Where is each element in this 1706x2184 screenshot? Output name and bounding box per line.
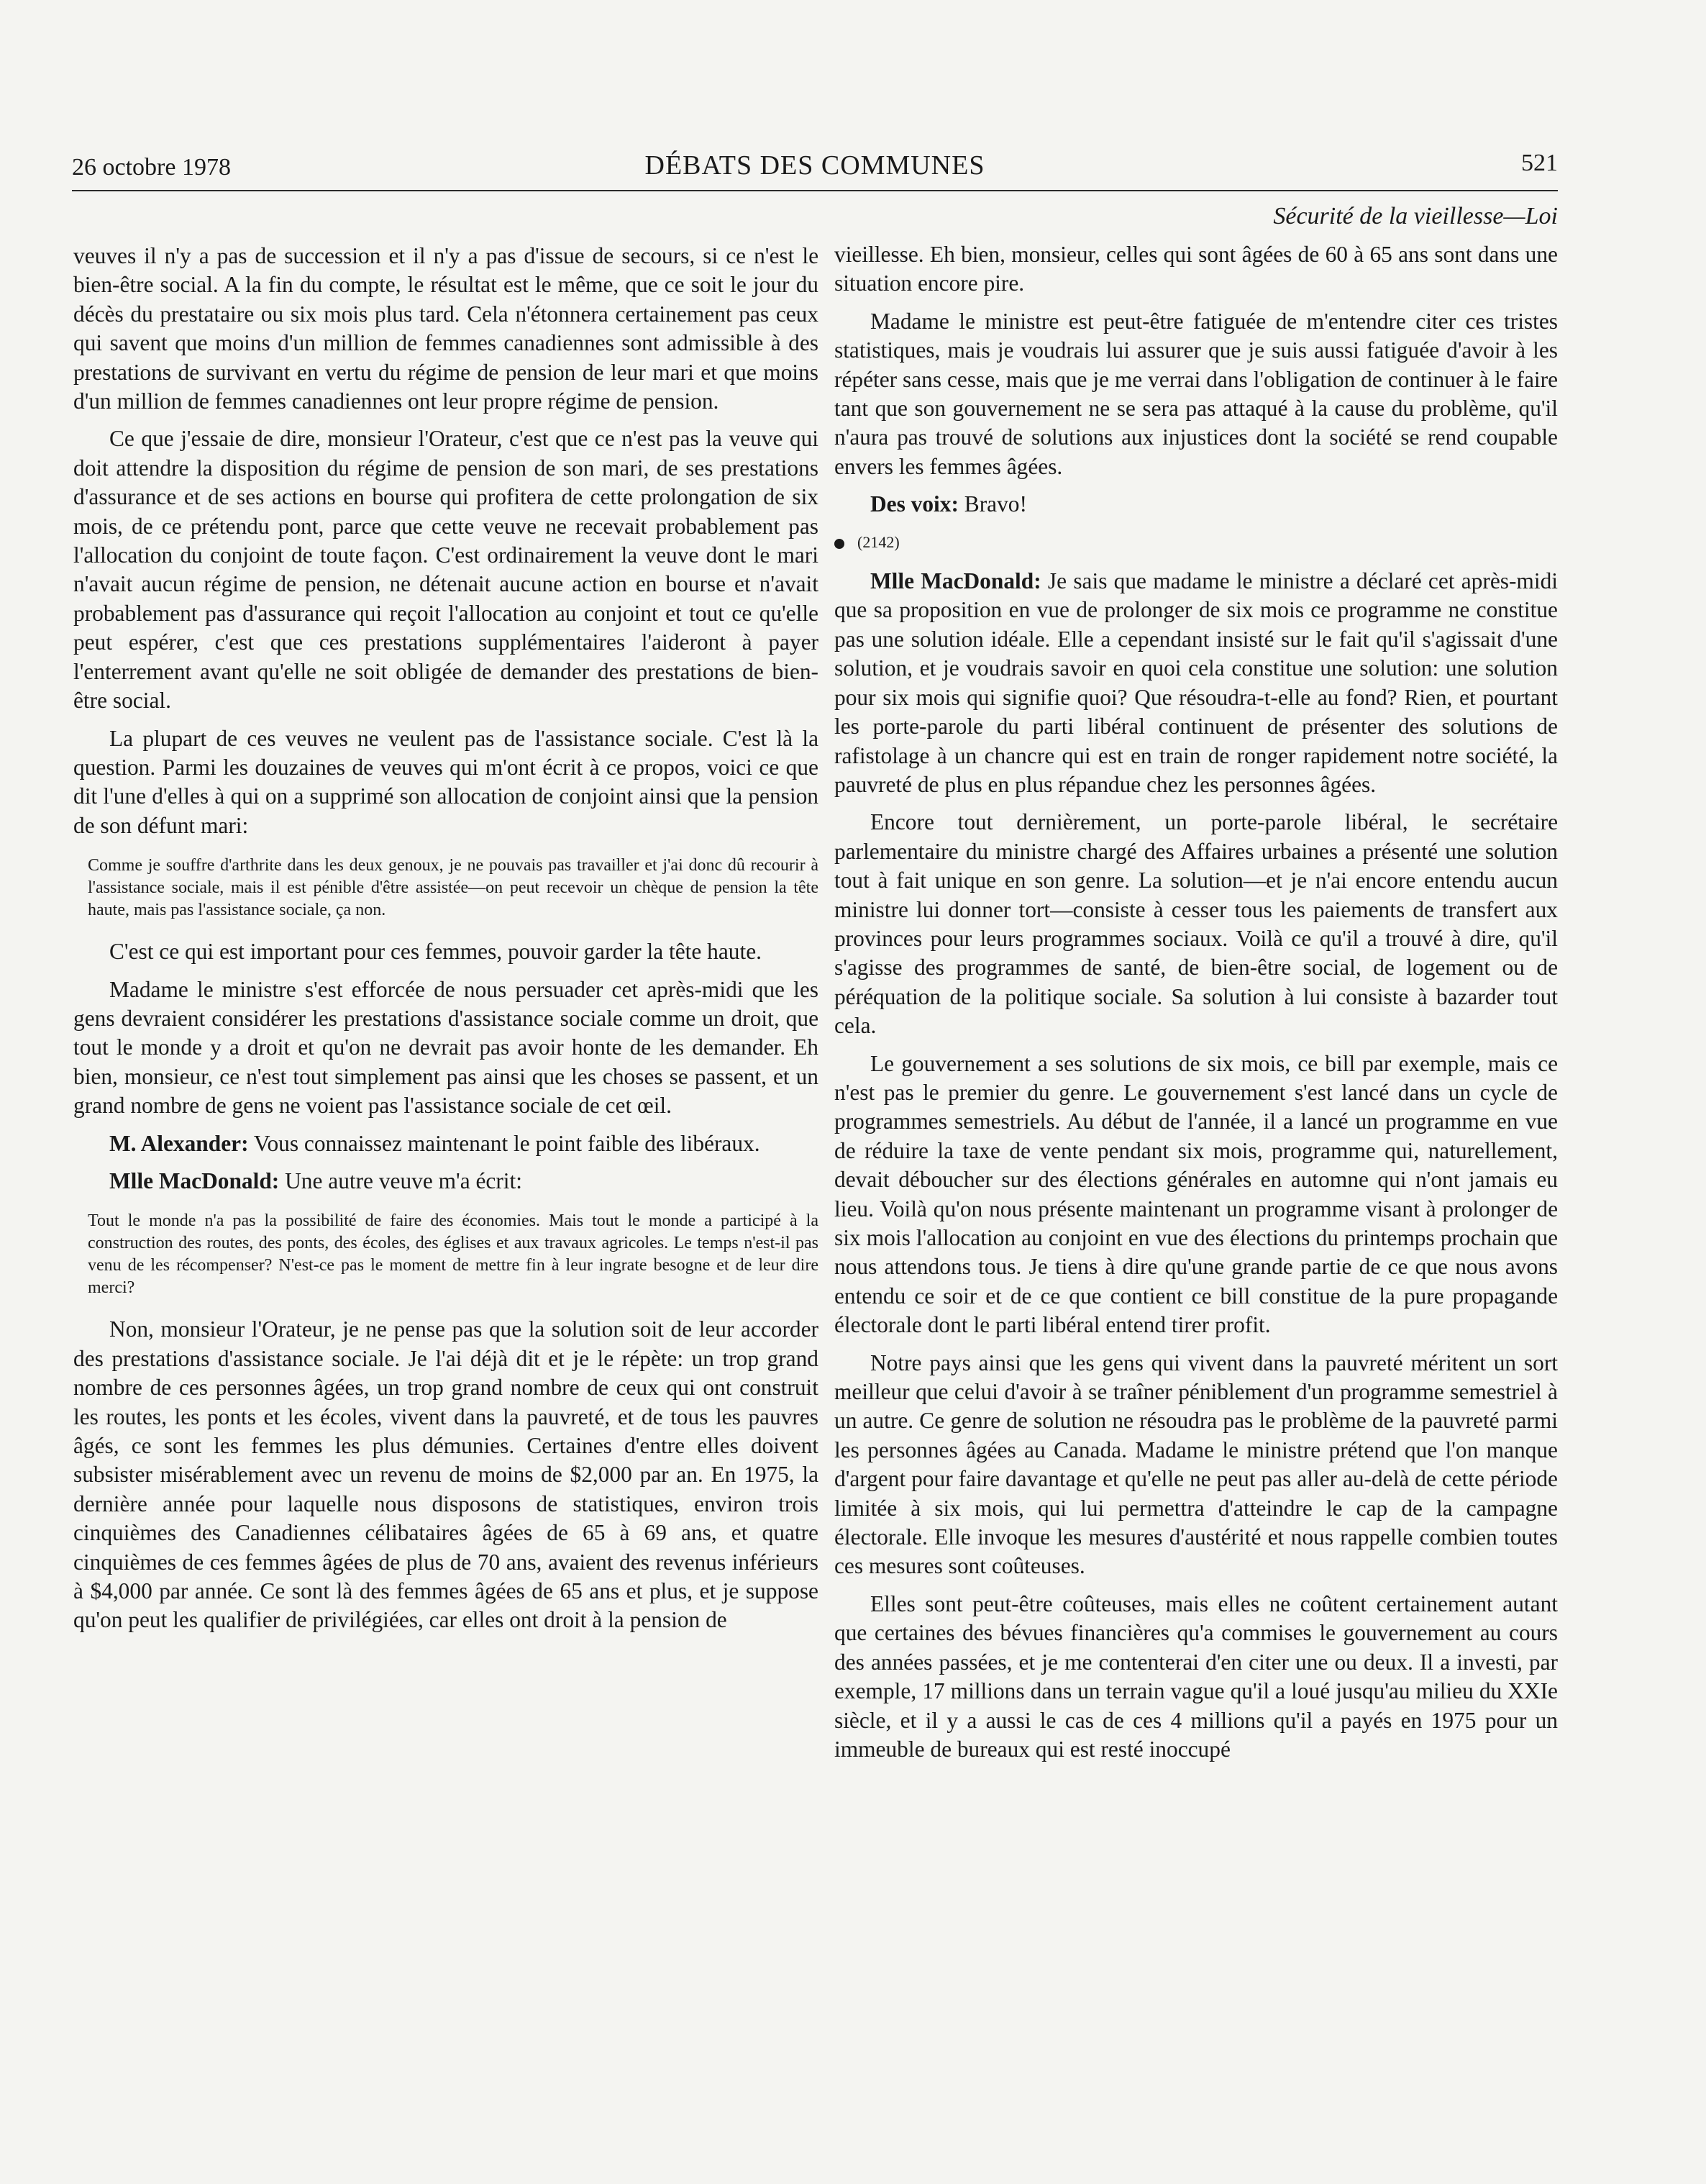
paragraph: C'est ce qui est important pour ces femmes, pouvoir garder la tête haute. bbox=[109, 939, 762, 965]
speaker-name: Mlle MacDonald: bbox=[870, 568, 1041, 594]
speaker-name: M. Alexander: bbox=[109, 1130, 249, 1156]
speech-paragraph bbox=[73, 1129, 818, 1158]
speech-paragraph bbox=[834, 567, 1558, 799]
paragraph: Madame le ministre est peut-être fatiguée de m'entendre citer ces tristes statistiques, mais je voudrais lui assurer que je suis aussi fatiguée d'avoir à les répéter sans cesse, mais que je me verrai dans l'obligation de continuer à le faire tant que son gouvernement ne se sera pas attaqué à la cause du problème, qu'il n'aura pas trouvé de solutions aux injustices dont la société se rend coupable envers les femmes âgées. bbox=[834, 308, 1558, 479]
right-column bbox=[834, 240, 1558, 2139]
speech-text: Je sais que madame le ministre a déclaré cet après-midi que sa proposition en vue de prolonger de six mois ce programme ne constitue pas une solution idéale. Elle a cependant insisté sur le fait qu'il s'agissait d'une solution, et je voudrais savoir en quoi cela constitue une solution: une solution pour six mois qui signifie quoi? Que résoudra-t-elle au fond? Rien, et pourtant les porte-parole du parti libéral continuent de présenter des solutions de rafistolage à un chancre qui est en train de ronger rapidement notre société, la pauvreté de plus en plus répandue chez les personnes âgées. bbox=[834, 568, 1558, 797]
speech-paragraph bbox=[834, 490, 1558, 519]
page-header bbox=[72, 147, 1558, 191]
paragraph: Le gouvernement a ses solutions de six mois, ce bill par exemple, mais ce n'est pas le premier du genre. Le gouvernement s'est lancé dans un cycle de programmes semestriels. Au début de l'année, il a lancé un programme en vue de réduire la taxe de vente pendant six mois, programme qui, naturellement, devait déboucher sur des élections générales en automne qui n'ont jamais eu lieu. Voilà qu'on nous présente maintenant un programme visant à prolonger de six mois l'allocation au conjoint en vue des élections du printemps prochain que nous attendons tous. Je tiens à dire qu'une grande partie de ce que nous avons entendu ce soir et de ce que contient ce bill constitue de la pure propagande électorale dont le parti libéral entend tirer profit. bbox=[834, 1050, 1558, 1338]
header-date: 26 octobre 1978 bbox=[72, 154, 231, 181]
speech-paragraph bbox=[73, 1167, 818, 1196]
bullet-icon bbox=[834, 539, 844, 549]
paragraph: veuves il n'y a pas de succession et il n'y a pas d'issue de secours, si ce n'est le bien-être social. A la fin du compte, le résultat est le même, que ce soit le jour du décès du prestataire ou six mois plus tard. Cela n'étonnera certainement pas ceux qui savent que moins d'un million de femmes canadiennes sont admissible à des prestations de survivant en vertu du régime de pension de leur mari et que moins d'un million de femmes canadiennes ont leur propre régime de pension. bbox=[73, 243, 818, 414]
paragraph: Non, monsieur l'Orateur, je ne pense pas que la solution soit de leur accorder des prestations d'assistance sociale. Je l'ai déjà dit et je le répète: un trop grand nombre de ces personnes âgées, un trop grand nombre de ceux qui ont construit les routes, les ponts et les écoles, vivent dans la pauvreté, et de tous les pauvres âgés, ce sont les femmes les plus démunies. Certaines d'entre elles doivent subsister misérablement avec un revenu de moins de $2,000 par an. En 1975, la dernière année pour laquelle nous disposons de statistiques, environ trois cinquièmes des Canadiennes célibataires âgées de 65 à 69 ans, et quatre cinquièmes de ces femmes âgées de plus de 70 ans, avaient des revenus inférieurs à $4,000 par année. Ce sont là des femmes âgées de 65 ans et plus, et je suppose qu'on peut les qualifier de privilégiées, car elles ont droit à la pension de bbox=[73, 1316, 818, 1633]
time-marker-text: (2142) bbox=[857, 532, 900, 551]
speech-text: Bravo! bbox=[958, 491, 1027, 517]
paragraph: vieillesse. Eh bien, monsieur, celles qui sont âgées de 60 à 65 ans sont dans une situation encore pire. bbox=[834, 242, 1558, 296]
paragraph: Madame le ministre s'est efforcée de nous persuader cet après-midi que les gens devraient considérer les prestations d'assistance sociale comme un droit, que tout le monde y a droit et qu'on ne devrait pas avoir honte de les demander. Eh bien, monsieur, ce n'est tout simplement pas ainsi que les choses se passent, et un grand nombre de gens ne voient pas l'assistance sociale de cet œil. bbox=[73, 976, 818, 1119]
speaker-name: Mlle MacDonald: bbox=[109, 1168, 280, 1193]
section-title: Sécurité de la vieillesse—Loi bbox=[1273, 203, 1558, 229]
speaker-name: Des voix: bbox=[870, 491, 959, 517]
paragraph: La plupart de ces veuves ne veulent pas de l'assistance sociale. C'est là la question. Parmi les douzaines de veuves qui m'ont écrit à ce propos, voici ce que dit l'une d'elles à qui on a supprimé son allocation de conjoint ainsi que la pension de son défunt mari: bbox=[73, 725, 818, 838]
block-quote: Tout le monde n'a pas la possibilité de faire des économies. Mais tout le monde a participé à la construction des routes, des ponts, des écoles, des églises et aux travaux agricoles. Le temps n'est-il pas venu de les récompenser? N'est-ce pas le moment de mettre fin à leur ingrate besogne et de leur dire merci? bbox=[88, 1211, 818, 1298]
speech-text: Vous connaissez maintenant le point faible des libéraux. bbox=[248, 1130, 760, 1156]
paragraph: Encore tout dernièrement, un porte-parole libéral, le secrétaire parlementaire du ministre chargé des Affaires urbaines a présenté une solution tout à fait unique en son genre. La solution—et je n'ai encore entendu aucun ministre lui donner tort—consiste à cesser tous les paiements de transfert aux provinces pour leurs programmes sociaux. Voilà ce qu'il a trouvé à dire, qu'il s'agisse des programmes de santé, de bien-être social, de logement ou de péréquation de la politique sociale. Sa solution à lui consiste à bazarder tout cela. bbox=[834, 809, 1558, 1039]
time-marker bbox=[834, 528, 1558, 557]
paragraph: Elles sont peut-être coûteuses, mais elles ne coûtent certainement autant que certaines des bévues financières qu'a commises le gouvernement au cours des années passées, et je me contenterai d'en citer une ou deux. Il a investi, par exemple, 17 millions dans un terrain vague qu'il a loué jusqu'au milieu du XXIe siècle, et il y a aussi le cas de ces 4 millions qu'il a payés en 1975 pour un immeuble de bureaux qui est resté inoccupé bbox=[834, 1591, 1558, 1762]
paragraph: Notre pays ainsi que les gens qui vivent dans la pauvreté méritent un sort meilleur que celui d'avoir à se traîner péniblement d'un programme semestriel à un autre. Ce genre de solution ne résoudra pas le problème de la pauvreté parmi les personnes âgées au Canada. Madame le ministre prétend que l'on manque d'argent pour faire davantage et qu'elle ne peut pas aller au-delà de cette période limitée à six mois, qui lui permettra d'atteindre le cap de la campagne électorale. Elle invoque les mesures d'austérité et nous rappelle combien toutes ces mesures sont coûteuses. bbox=[834, 1350, 1558, 1579]
speech-text: Une autre veuve m'a écrit: bbox=[279, 1168, 522, 1193]
block-quote: Comme je souffre d'arthrite dans les deux genoux, je ne pouvais pas travailler et j'ai donc dû recourir à l'assistance sociale, mais il est pénible d'être assistée—on peut recevoir un chèque de pension la tête haute, mais pas l'assistance sociale, ça non. bbox=[88, 856, 818, 920]
left-column bbox=[73, 242, 818, 2141]
header-title: DÉBATS DES COMMUNES bbox=[644, 150, 985, 181]
page-number: 521 bbox=[1521, 150, 1558, 176]
paragraph: Ce que j'essaie de dire, monsieur l'Orateur, c'est que ce n'est pas la veuve qui doit attendre la disposition du régime de pension de son mari, de ses prestations d'assurance et de ses actions en bourse qui profitera de cette prolongation de six mois, de ce prétendu pont, parce que cette veuve ne recevait probablement pas l'allocation du conjoint de toute façon. C'est ordinairement la veuve dont le mari n'avait aucun régime de pension, ne détenait aucune action en bourse et n'avait probablement pas d'assurance qui reçoit l'allocation au conjoint et tout ce qu'elle peut espérer, c'est que ces prestations supplémentaires l'aideront à payer l'enterrement avant qu'elle ne soit obligée de demander des prestations de bien-être social. bbox=[73, 426, 818, 714]
